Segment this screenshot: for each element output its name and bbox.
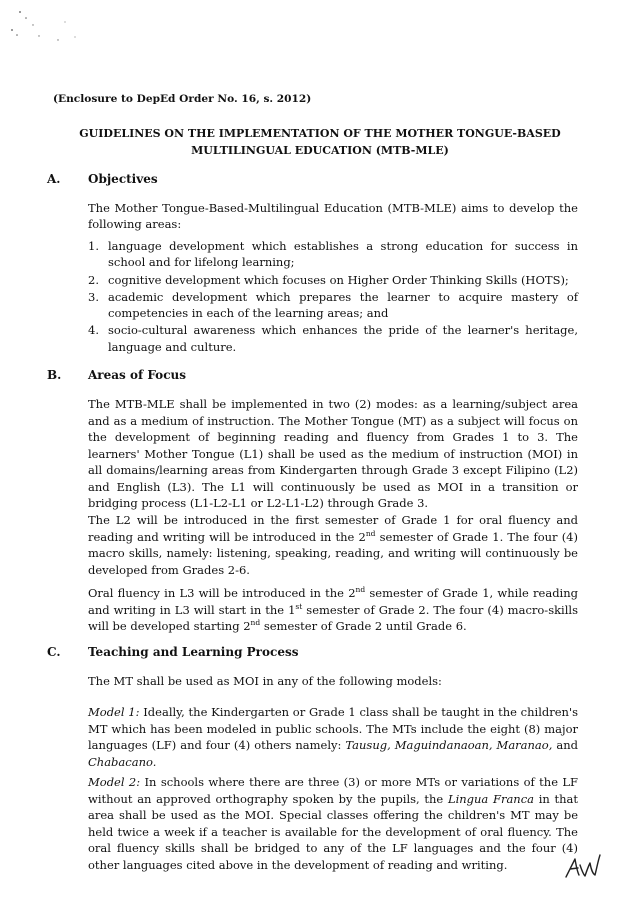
list-item: 2. cognitive development which focuses on Higher Order Thinking Skills (HOTS); — [88, 272, 569, 287]
section-a-letter: A. — [47, 172, 61, 186]
title-line-1: GUIDELINES ON THE IMPLEMENTATION OF THE MOTHER TONGUE-BASED — [79, 127, 561, 140]
section-b-paragraph-2: The L2 will be introduced in the first semester of Grade 1 for oral fluency and reading and writing will be introduced in the 2nd semester of Grade 1. The four (4) macro skills, namely: listening, speaking, reading, and writing will continuously be developed from Grades 2-6. — [88, 513, 578, 577]
list-item: 1. language development which establishes a strong education for success in school and for lifelong learning; — [88, 239, 578, 270]
model-2-paragraph: Model 2: In schools where there are three (3) or more MTs or variations of the LF without an approved orthography spoken by the pupils, the Lingua Franca in that area shall be used as the MOI. Special classes offering the children's MT may be held twice a week if a teacher is available for the development of oral fluency. The oral fluency skills shall be bridged to any of the LF languages and the four (4) other languages cited above in the development of reading and writing. — [88, 775, 579, 872]
section-a-intro: The Mother Tongue-Based-Multilingual Education (MTB-MLE) aims to develop the following areas: — [88, 201, 578, 231]
section-b-heading: Areas of Focus — [88, 368, 186, 382]
list-item: 3. academic development which prepares the learner to acquire mastery of competencies in each of the learning areas; and — [88, 289, 578, 321]
enclosure-note: (Enclosure to DepEd Order No. 16, s. 2012) — [53, 93, 312, 105]
section-c-heading: Teaching and Learning Process — [88, 645, 299, 659]
model-1-paragraph: Model 1: Ideally, the Kindergarten or Grade 1 class shall be taught in the children's MT which has been modeled in public schools. The MTs include the eight (8) major languages (LF) and four (4) others namely: Tausug, Maguindanaoan, Maranao, and Chabacano. — [88, 705, 579, 769]
document-title — [60, 125, 580, 159]
section-c-letter: C. — [47, 645, 61, 659]
handwritten-initials — [562, 851, 602, 883]
scan-specks — [0, 0, 120, 60]
section-c-intro: The MT shall be used as MOI in any of the following models: — [88, 674, 442, 688]
section-b-paragraph-1: The MTB-MLE shall be implemented in two (2) modes: as a learning/subject area and as a medium of instruction. The Mother Tongue (MT) as a subject will focus on the development of beginning reading and fluency from Grades 1 to 3. The learners' Mother Tongue (L1) shall be used as the medium of instruction (MOI) in all domains/learning areas from Kindergarten through Grade 3 except Filipino (L2) and English (L3). The L1 will continuously be used as MOI in a transition or bridging process (L1-L2-L1 or L2-L1-L2) through Grade 3. — [88, 397, 578, 510]
section-b-paragraph-3: Oral fluency in L3 will be introduced in the 2nd semester of Grade 1, while reading and writing in L3 will start in the 1st semester of Grade 2. The four (4) macro-skills will be developed starting 2nd semester of Grade 2 until Grade 6. — [88, 585, 578, 633]
list-item: 4. socio-cultural awareness which enhances the pride of the learner's heritage, language and culture. — [88, 323, 578, 354]
section-a-heading: Objectives — [88, 172, 158, 186]
title-line-2: MULTILINGUAL EDUCATION (MTB-MLE) — [191, 144, 449, 157]
objectives-list — [88, 238, 578, 356]
section-b-letter: B. — [47, 368, 62, 382]
